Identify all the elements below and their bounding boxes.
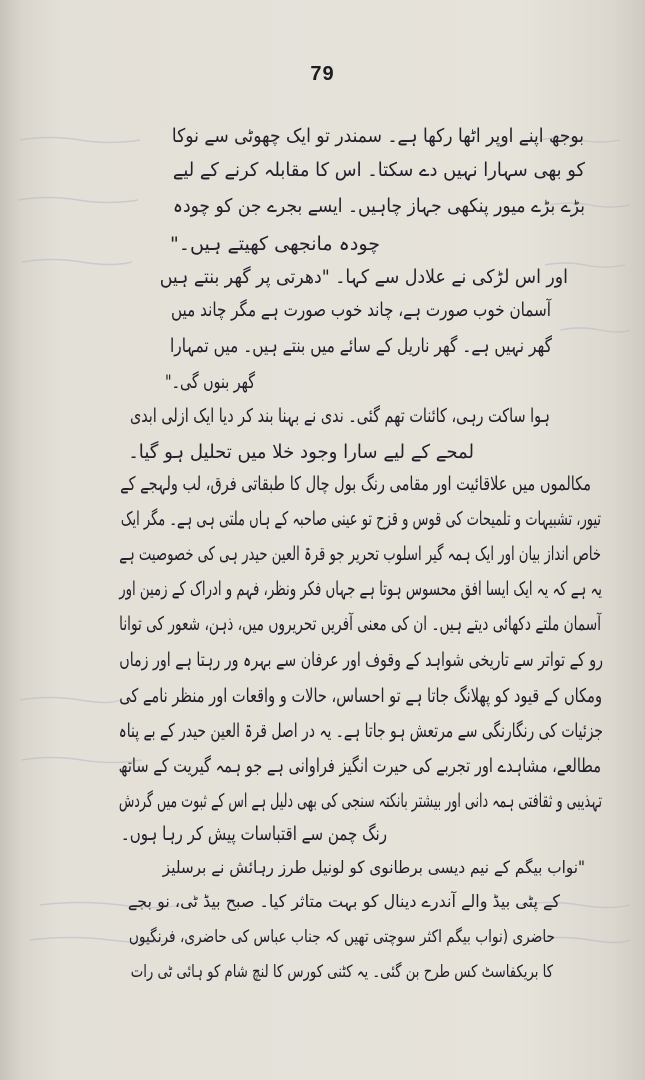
text-line: "نواب بیگم کے نیم دیسی برطانوی کو لونیل طرز رہائش نے برسلیز (162, 858, 585, 878)
text-line: کے پٹی بیڈ والے آندرے دینال کو بہت متاثر کیا۔ صبح بیڈ ٹی، نو بجے (127, 892, 561, 912)
text-line: رنگ چمن سے اقتباسات پیش کر رہا ہوں۔ (120, 823, 387, 845)
text-line: جزئیات کی رنگارنگی سے مرتعش ہو جاتا ہے۔ یہ در اصل قرۃ العین حیدر کے بے پناہ (118, 720, 604, 742)
page-number: 79 (310, 63, 335, 85)
text-line: مطالعے، مشاہدے اور تجربے کی حیرت انگیز فراوانی ہے جو ہمہ گیریت کے ساتھ (118, 755, 601, 777)
text-line: بڑے بڑے میور پنکھی جہاز چاہیں۔ ایسے بجرے جن کو چودہ (172, 195, 585, 217)
text-line: تہذیبی و ثقافتی ہمہ دانی اور بیشتر بانکتہ سنجی کی بھی دلیل ہے اس کے ثبوت میں گردش (118, 790, 602, 812)
text-line: کو بھی سہارا نہیں دے سکتا۔ اس کا مقابلہ کرنے کے لیے (172, 159, 585, 181)
text-line: خاص انداز بیان اور ایک ہمہ گیر اسلوب تحریر جو قرۃ العین حیدر ہی کی خصوصیت ہے (119, 543, 601, 565)
text-line: آسمان ملتے دکھائی دیتے ہیں۔ ان کی معنی آفریں تحریروں میں، ذہن، شعور کی توانا (119, 613, 602, 635)
text-line: چودہ مانجھی کھیتے ہیں۔" (170, 233, 380, 255)
text-line: حاضری (نواب بیگم اکثر سوچتی تھیں کہ جناب عباس کی حاضری، فرنگیوں (128, 927, 555, 947)
text-line: مکالموں میں علاقائیت اور مقامی رنگ بول چال کا طبقاتی فرق، لب ولہجے کے (120, 473, 592, 495)
text-line: ہوا ساکت رہی، کائنات تھم گئی۔ ندی نے بہنا بند کر دیا ایک ازلی ابدی (129, 405, 550, 427)
text-line: بوجھ اپنے اوپر اٹھا رکھا ہے۔ سمندر تو ایک چھوٹی سے نوکا (171, 125, 584, 147)
text-line: لمحے کے لیے سارا وجود خلا میں تحلیل ہو گیا۔ (128, 441, 475, 463)
text-line: آسمان خوب صورت ہے، چاند خوب صورت ہے مگر چاند میں (170, 299, 551, 321)
text-line: کا بریکفاسٹ کس طرح بن گئی۔ یہ کٹنی کورس کا لنچ شام کو ہائی ٹی رات (130, 962, 553, 982)
text-line: اور اس لڑکی نے علادل سے کہا۔ "دھرتی پر گھر بنتے ہیں (159, 266, 568, 288)
text-line: ومکاں کے قیود کو پھلانگ جاتا ہے تو احساس، حالات و واقعات اور منظر نامے کی (119, 685, 603, 707)
text-line: گھر بنوں گی۔" (165, 371, 255, 393)
text-line: یہ ہے کہ یہ ایک ایسا افق محسوس ہوتا ہے جہاں فکر ونظر، فہم و ادراک کے زمین اور (119, 578, 603, 600)
text-line: گھر نہیں ہے۔ گھر ناریل کے سائے میں بنتے ہیں۔ میں تمہارا (169, 335, 552, 357)
text-line: رو کے تواتر سے تاریخی شواہد کے وقوف اور عرفان سے بہرہ ور رہتا ہے اور زماں (119, 649, 604, 671)
text-line: تیور، تشبیہات و تلمیحات کی قوس و قزح تو عینی صاحبہ کے ہاں ملتی ہی ہے۔ مگر ایک (120, 508, 601, 530)
